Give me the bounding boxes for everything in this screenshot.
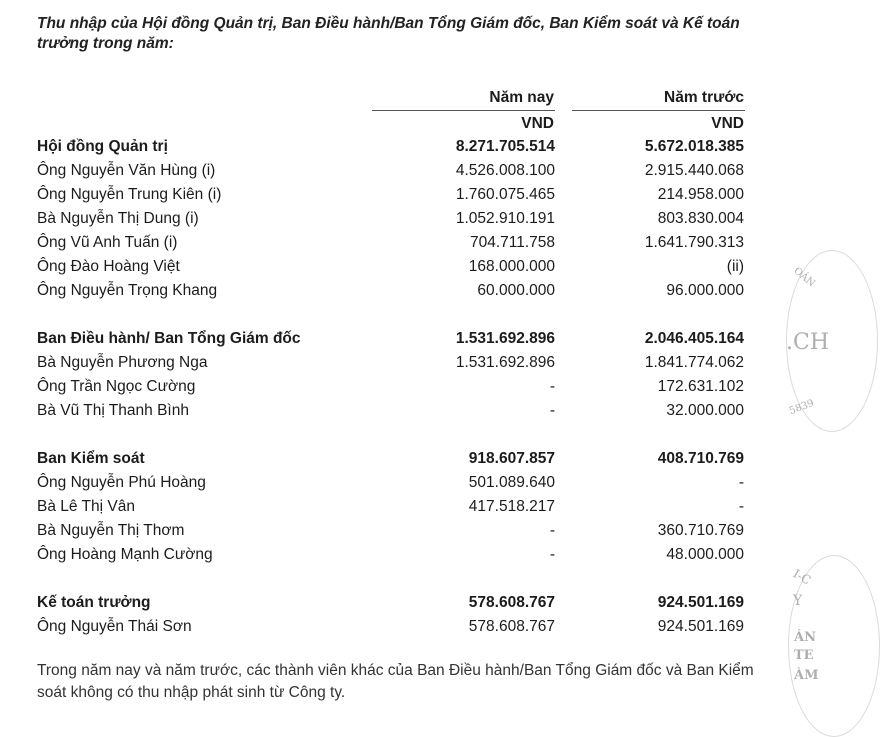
- section-total-prior: 2.046.405.164: [644, 330, 744, 347]
- table-row: [37, 495, 747, 519]
- member-name: Ông Nguyễn Thái Sơn: [37, 618, 192, 635]
- member-name: Bà Vũ Thị Thanh Bình: [37, 402, 189, 419]
- value-prior: 2.915.440.068: [644, 162, 744, 179]
- value-prior: 360.710.769: [657, 522, 744, 539]
- table-row: [37, 207, 747, 231]
- section-total-prior: 408.710.769: [657, 450, 744, 467]
- member-name: Bà Nguyễn Phương Nga: [37, 354, 208, 371]
- section-heading: Thu nhập của Hội đồng Quản trị, Ban Điều hành/Ban Tổng Giám đốc, Ban Kiểm soát và Kế toán trưởng trong năm:: [37, 15, 740, 52]
- section-total-current: 8.271.705.514: [455, 138, 555, 155]
- section-total-row: [37, 327, 747, 351]
- stamp-text: ÁN: [794, 630, 816, 645]
- value-current: 704.711.758: [469, 234, 555, 251]
- member-name: Ông Nguyễn Phú Hoàng: [37, 474, 206, 491]
- value-prior: 96.000.000: [666, 282, 744, 299]
- table-row: [37, 279, 747, 303]
- stamp-text: OÁN: [791, 265, 817, 290]
- member-name: Ông Đào Hoàng Việt: [37, 258, 180, 275]
- table-row: [37, 183, 747, 207]
- member-name: Ông Vũ Anh Tuấn (i): [37, 234, 178, 251]
- section-total-row: [37, 591, 747, 615]
- value-prior: -: [738, 474, 744, 491]
- value-current: 60.000.000: [477, 282, 555, 299]
- value-current: -: [549, 402, 555, 419]
- section-total-current: 918.607.857: [468, 450, 555, 467]
- value-current: -: [549, 522, 555, 539]
- section-title: Kế toán trưởng: [37, 594, 151, 611]
- member-name: Bà Lê Thị Vân: [37, 498, 135, 515]
- stamp-text: .CH: [786, 330, 830, 355]
- value-prior: (ii): [726, 258, 744, 275]
- section-total-prior: 924.501.169: [657, 594, 744, 611]
- member-name: Bà Nguyễn Thị Dung (i): [37, 210, 199, 227]
- value-prior: 172.631.102: [657, 378, 744, 395]
- stamp-text: Y: [793, 593, 803, 609]
- stamp-text: 5839: [787, 397, 816, 418]
- value-current: 1.531.692.896: [455, 354, 555, 371]
- section-total-row: [37, 135, 747, 159]
- value-prior: -: [738, 498, 744, 515]
- value-prior: 1.641.790.313: [644, 234, 744, 251]
- value-prior: 32.000.000: [666, 402, 744, 419]
- member-name: Ông Nguyễn Văn Hùng (i): [37, 162, 216, 179]
- footnote: Trong năm nay và năm trước, các thành viên khác của Ban Điều hành/Ban Tổng Giám đốc và Ban Kiểm soát không có thu nhập phát sinh từ Công ty.: [37, 662, 754, 701]
- table-row: [37, 615, 747, 639]
- value-prior: 803.830.004: [657, 210, 744, 227]
- section-total-prior: 5.672.018.385: [644, 138, 744, 155]
- value-current: -: [549, 378, 555, 395]
- column-header-rule-current: [372, 110, 555, 111]
- section-title: Hội đồng Quản trị: [37, 138, 168, 155]
- value-prior: 924.501.169: [657, 618, 744, 635]
- column-header-prior-year: Năm trước: [664, 89, 744, 106]
- table-row: [37, 471, 747, 495]
- value-current: -: [549, 546, 555, 563]
- table-row: [37, 543, 747, 567]
- column-header-rule-prior: [572, 110, 745, 111]
- table-row: [37, 159, 747, 183]
- value-prior: 48.000.000: [666, 546, 744, 563]
- value-current: 578.608.767: [468, 618, 555, 635]
- value-current: 1.760.075.465: [455, 186, 555, 203]
- column-header-current-year: Năm nay: [489, 89, 554, 106]
- stamp-text: I-C: [790, 566, 814, 588]
- member-name: Bà Nguyễn Thị Thơm: [37, 522, 185, 539]
- value-current: 501.089.640: [468, 474, 555, 491]
- value-current: 1.052.910.191: [455, 210, 555, 227]
- section-total-current: 1.531.692.896: [455, 330, 555, 347]
- table-row: [37, 231, 747, 255]
- table-row: [37, 351, 747, 375]
- table-row: [37, 375, 747, 399]
- value-current: 168.000.000: [468, 258, 555, 275]
- table-row: [37, 255, 747, 279]
- stamp-text: ÀM: [794, 668, 819, 683]
- value-prior: 214.958.000: [657, 186, 744, 203]
- currency-label-prior: VND: [711, 115, 744, 132]
- section-title: Ban Kiểm soát: [37, 450, 145, 467]
- value-prior: 1.841.774.062: [644, 354, 744, 371]
- section-total-row: [37, 447, 747, 471]
- table-row: [37, 399, 747, 423]
- stamp-text: TE: [794, 648, 814, 663]
- member-name: Ông Nguyễn Trung Kiên (i): [37, 186, 222, 203]
- value-current: 417.518.217: [468, 498, 555, 515]
- member-name: Ông Trần Ngọc Cường: [37, 378, 196, 395]
- currency-label-current: VND: [521, 115, 554, 132]
- member-name: Ông Hoàng Mạnh Cường: [37, 546, 213, 563]
- table-row: [37, 519, 747, 543]
- section-total-current: 578.608.767: [468, 594, 555, 611]
- member-name: Ông Nguyễn Trọng Khang: [37, 282, 218, 299]
- section-title: Ban Điều hành/ Ban Tổng Giám đốc: [37, 330, 301, 347]
- value-current: 4.526.008.100: [455, 162, 555, 179]
